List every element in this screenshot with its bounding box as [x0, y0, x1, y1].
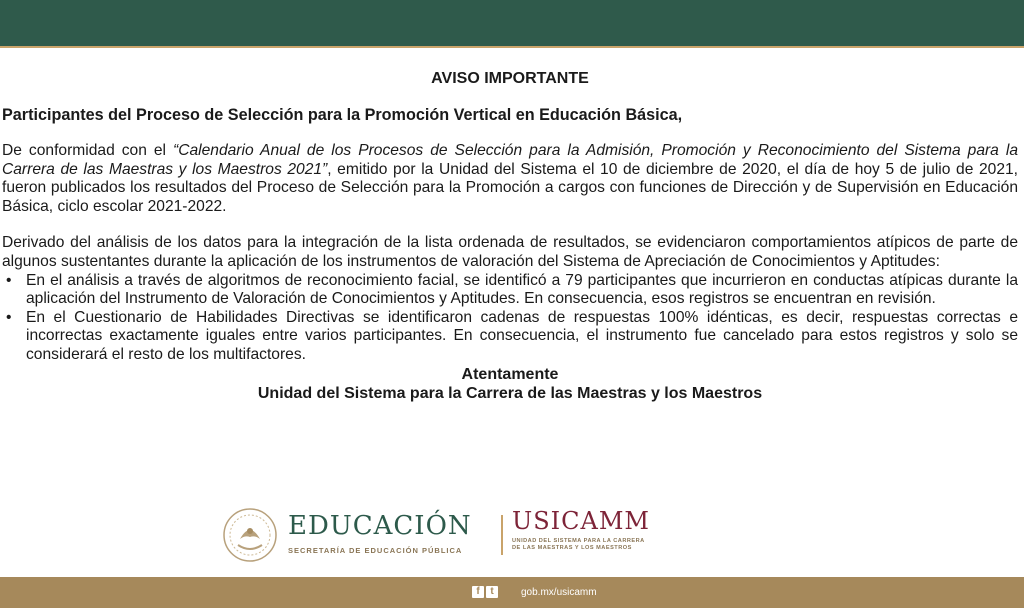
- twitter-icon[interactable]: t: [486, 586, 498, 598]
- footer-band: [0, 577, 1024, 608]
- national-seal-icon: [222, 507, 278, 563]
- bullet-icon: •: [6, 271, 12, 289]
- notice-heading: Participantes del Proceso de Selección para la Promoción Vertical en Educación Básica,: [2, 106, 683, 124]
- list-item: [2, 309, 1018, 365]
- social-icons: [472, 586, 498, 598]
- list-item: [2, 272, 1018, 309]
- paragraph-calendar-rest: , emitido por la Unidad del Sistema el 10 de diciembre de 2020, el día de hoy 5 de julio de 2021, fueron publicados los resultados del Proceso de Selección para la Promoción a cargos con funciones de Dirección y de Supervisión en Educación Básica, ciclo escolar 2021-2022.: [2, 160, 1018, 215]
- footer-url-link[interactable]: gob.mx/usicamm: [521, 587, 597, 598]
- educacion-subtitle: SECRETARÍA DE EDUCACIÓN PÚBLICA: [288, 546, 463, 555]
- paragraph-analysis: Derivado del análisis de los datos para la integración de la lista ordenada de resultados, se evidenciaron comportamientos atípicos de parte de algunos sustentantes durante la aplicación de los instrumentos de valoración del Sistema de Apreciación de Conocimientos y Aptitudes:: [2, 234, 1018, 270]
- finding-questionnaire: En el Cuestionario de Habilidades Directivas se identificaron cadenas de respuestas 100% idénticas, es decir, respuestas correctas e incorrectas exactamente iguales entre varios participantes. En consecuencia, el instrumento fue cancelado para estos registros y solo se considerará el resto de los multifactores.: [26, 308, 1018, 363]
- educacion-wordmark: EDUCACIÓN: [288, 511, 472, 541]
- usicamm-subtitle-line-1: UNIDAD DEL SISTEMA PARA LA CARRERA: [512, 538, 645, 544]
- findings-list: [2, 272, 1018, 365]
- logo-divider: [501, 515, 503, 555]
- calendar-title-quote: “Calendario Anual de los Procesos de Selección para la Admisión, Promoción y Reconocimiento del Sistema para la Carrera de las Maestras y los Maestros 2021”: [2, 142, 1018, 178]
- signature-unit: Unidad del Sistema para la Carrera de las Maestras y los Maestros: [257, 384, 763, 402]
- facebook-icon[interactable]: f: [472, 586, 484, 598]
- top-header-band: [0, 0, 1024, 46]
- bullet-icon: •: [6, 308, 12, 326]
- closing-salutation: Atentamente: [461, 365, 559, 383]
- notice-title: AVISO IMPORTANTE: [431, 70, 589, 87]
- notice-body: [2, 70, 1018, 403]
- paragraph-calendar: [2, 142, 1018, 216]
- header-accent-line: [0, 46, 1024, 48]
- usicamm-wordmark: USICAMM: [512, 507, 650, 535]
- finding-facial-recognition: En el análisis a través de algoritmos de reconocimiento facial, se identificó a 79 participantes que incurrieron en conductas atípicas durante la aplicación del Instrumento de Valoración de Conocimientos y Aptitudes. En consecuencia, esos registros se encuentran en revisión.: [26, 271, 1018, 308]
- sep-educacion-logo: [222, 505, 472, 565]
- usicamm-logo: [512, 507, 692, 557]
- usicamm-subtitle: [512, 538, 645, 552]
- paragraph-calendar-intro: De conformidad con el: [2, 142, 174, 159]
- usicamm-subtitle-line-2: DE LAS MAESTRAS Y LOS MAESTROS: [512, 545, 632, 551]
